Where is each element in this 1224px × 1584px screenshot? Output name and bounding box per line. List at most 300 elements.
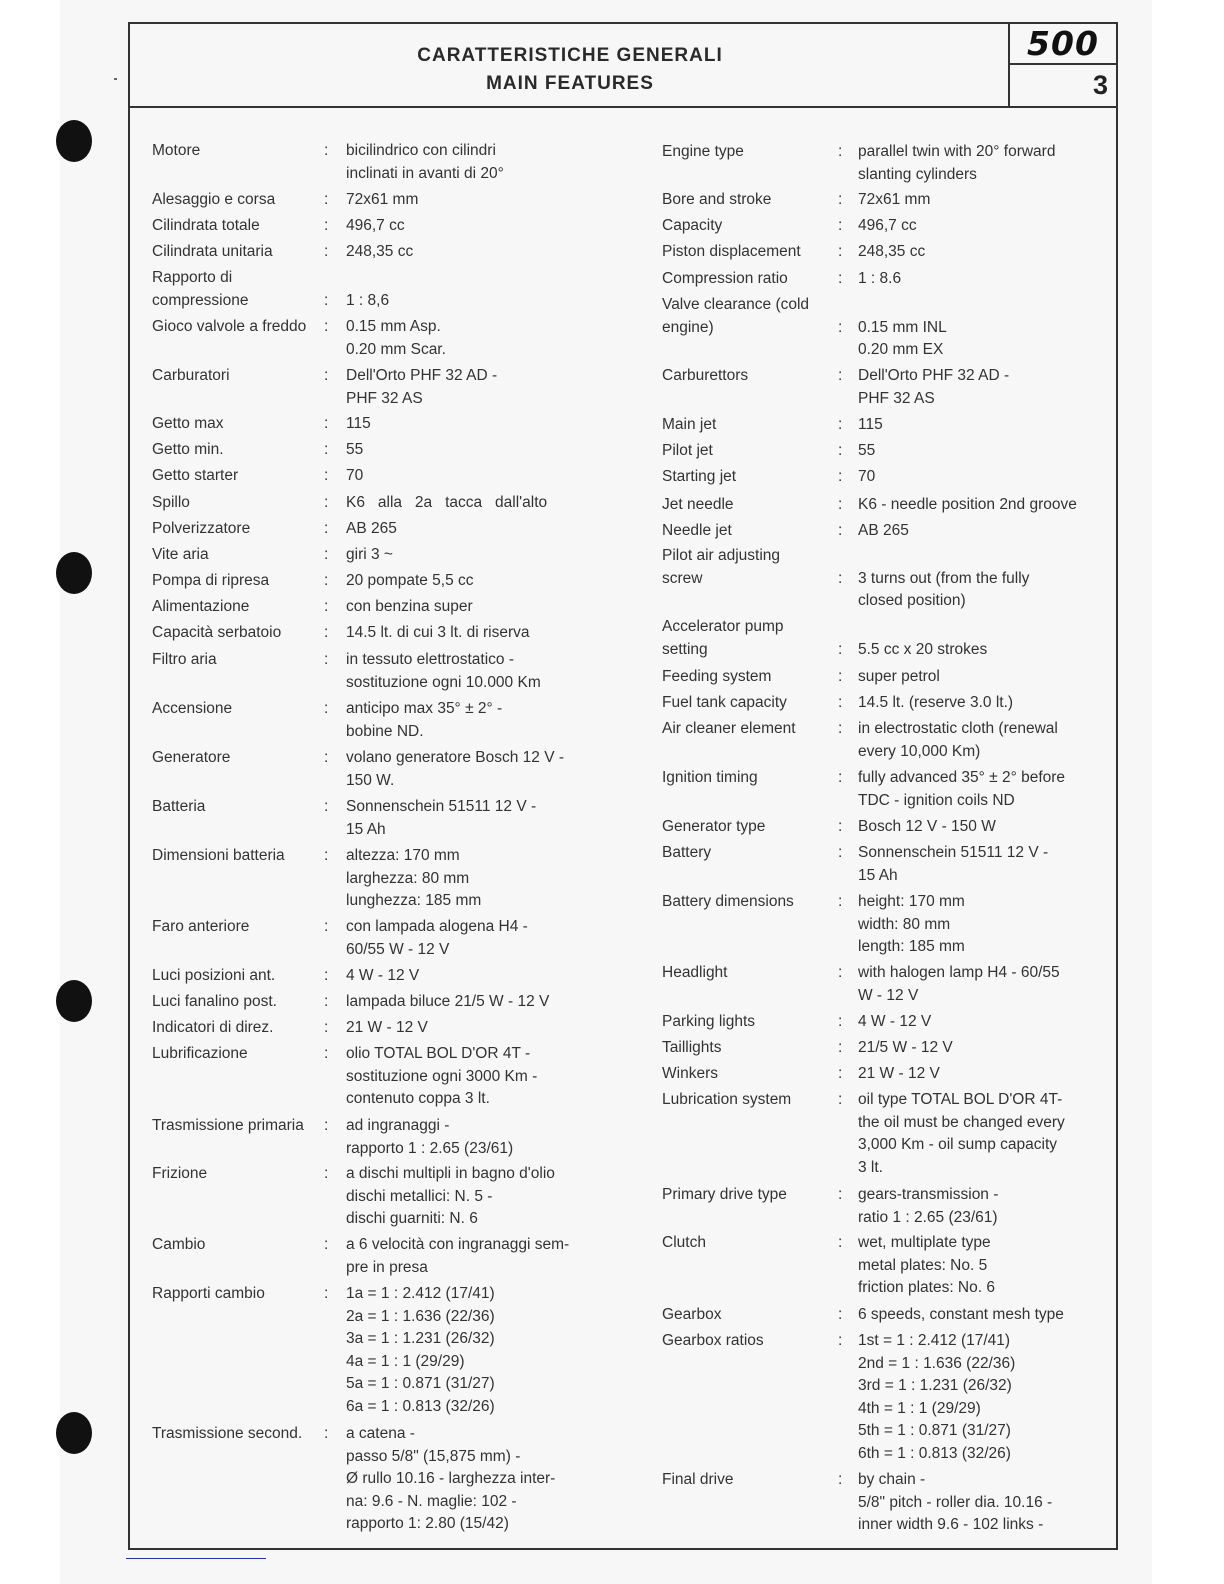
punch-hole bbox=[56, 980, 92, 1022]
spec-value-line: 496,7 cc bbox=[346, 217, 405, 234]
spec-value bbox=[858, 962, 1106, 1007]
spec-value-line: 1 : 8,6 bbox=[346, 291, 390, 309]
spec-value bbox=[858, 141, 1106, 186]
spec-label-line: Filtro aria bbox=[152, 651, 217, 668]
spec-value bbox=[858, 1063, 1106, 1086]
punch-hole bbox=[56, 120, 92, 162]
spec-value-line: passo 5/8" (15,875 mm) - bbox=[346, 1447, 521, 1465]
spec-value-line: ratio 1 : 2.65 (23/61) bbox=[858, 1208, 998, 1226]
spec-value bbox=[346, 1043, 596, 1111]
spec-value-line: Sonnenschein 51511 12 V - bbox=[858, 844, 1049, 861]
spec-value bbox=[858, 1330, 1106, 1465]
spec-value bbox=[346, 596, 596, 619]
spec-label bbox=[152, 1017, 332, 1040]
spec-label-line: Carburettors bbox=[662, 367, 749, 384]
spec-value-line: 1st = 1 : 2.412 (17/41) bbox=[858, 1332, 1011, 1349]
spec-value-line: 6 speeds, constant mesh type bbox=[858, 1306, 1064, 1323]
model-box bbox=[1008, 24, 1116, 106]
spec-colon: : bbox=[324, 520, 329, 537]
spec-value bbox=[346, 1283, 596, 1418]
spec-value bbox=[346, 1163, 596, 1231]
spec-value-line: bicilindrico con cilindri bbox=[346, 142, 496, 159]
spec-label-line: Vite aria bbox=[152, 546, 209, 563]
spec-label-line: Getto max bbox=[152, 415, 224, 432]
spec-label bbox=[152, 215, 332, 238]
spec-label bbox=[152, 316, 332, 339]
spec-label-line: Accelerator pump bbox=[662, 618, 784, 635]
spec-value-line: 14.5 lt. di cui 3 lt. di riserva bbox=[346, 624, 530, 641]
spec-label-line: Getto starter bbox=[152, 467, 239, 484]
spec-colon: : bbox=[838, 522, 843, 539]
spec-value bbox=[858, 414, 1106, 437]
spec-label-line: Capacità serbatoio bbox=[152, 624, 282, 641]
spec-colon: : bbox=[324, 598, 329, 615]
spec-label bbox=[152, 1115, 332, 1138]
spec-colon: : bbox=[838, 893, 843, 910]
spec-value-line: 72x61 mm bbox=[346, 191, 419, 208]
spec-label bbox=[152, 916, 332, 939]
spec-value-line: sostituzione ogni 10.000 Km bbox=[346, 673, 541, 691]
spec-value-line: 20 pompate 5,5 cc bbox=[346, 572, 474, 589]
spec-value bbox=[858, 317, 1106, 362]
spec-label bbox=[662, 520, 834, 543]
spec-value bbox=[858, 1469, 1106, 1537]
spec-label-line: Getto min. bbox=[152, 441, 224, 458]
spec-label-line: Bore and stroke bbox=[662, 191, 772, 208]
spec-label-line: Dimensioni batteria bbox=[152, 847, 285, 864]
spec-label bbox=[152, 518, 332, 541]
page-header bbox=[130, 24, 1116, 108]
spec-value-line: 6a = 1 : 0.813 (32/26) bbox=[346, 1397, 495, 1415]
spec-label-line: Jet needle bbox=[662, 496, 734, 513]
spec-colon: : bbox=[324, 993, 329, 1010]
spec-label-line: Final drive bbox=[662, 1471, 734, 1488]
spec-value bbox=[346, 1423, 596, 1536]
spec-value bbox=[858, 440, 1106, 463]
spec-label-line: Motore bbox=[152, 142, 201, 159]
spec-label bbox=[152, 796, 332, 819]
spec-label bbox=[152, 365, 332, 388]
spec-value-line: anticipo max 35° ± 2° - bbox=[346, 700, 503, 717]
spec-colon: : bbox=[324, 546, 329, 563]
spec-colon: : bbox=[838, 1332, 843, 1349]
spec-value bbox=[346, 492, 596, 515]
title-italian: CARATTERISTICHE GENERALI bbox=[417, 45, 723, 66]
spec-label bbox=[662, 215, 834, 238]
spec-value-line: K6 alla 2a tacca dall'alto bbox=[346, 494, 548, 511]
spec-value-line: con benzina super bbox=[346, 598, 473, 615]
spec-colon: : bbox=[838, 569, 843, 587]
spec-value-line: Dell'Orto PHF 32 AD - bbox=[858, 367, 1010, 384]
spec-label bbox=[662, 294, 834, 339]
spec-value-line: lunghezza: 185 mm bbox=[346, 892, 482, 909]
spec-value bbox=[346, 747, 596, 792]
spec-value-line: 70 bbox=[346, 467, 364, 484]
spec-label-line: Lubrificazione bbox=[152, 1045, 248, 1062]
spec-label bbox=[662, 962, 834, 985]
spec-value-line: 248,35 cc bbox=[858, 243, 926, 260]
spec-value-line: 0.15 mm Asp. bbox=[346, 318, 441, 335]
spec-value-line: volano generatore Bosch 12 V - bbox=[346, 749, 564, 766]
spec-value bbox=[858, 268, 1106, 291]
spec-label bbox=[662, 816, 834, 839]
spec-value-line: inner width 9.6 - 102 links - bbox=[858, 1516, 1044, 1533]
spec-colon: : bbox=[838, 844, 843, 861]
spec-label bbox=[662, 1304, 834, 1327]
spec-value-line: Bosch 12 V - 150 W bbox=[858, 818, 996, 835]
spec-value-line: 4 W - 12 V bbox=[346, 967, 420, 984]
spec-value bbox=[858, 568, 1106, 613]
spec-label bbox=[662, 1089, 834, 1112]
spec-label bbox=[152, 1234, 332, 1257]
spec-colon: : bbox=[838, 694, 843, 711]
spec-value-line: na: 9.6 - N. maglie: 102 - bbox=[346, 1492, 517, 1510]
spec-label-line: setting bbox=[662, 640, 708, 658]
spec-label-line: Winkers bbox=[662, 1065, 718, 1082]
spec-value bbox=[346, 439, 596, 462]
spec-label bbox=[152, 492, 332, 515]
spec-value bbox=[346, 845, 596, 913]
spec-colon: : bbox=[324, 291, 329, 309]
spec-colon: : bbox=[838, 964, 843, 981]
spec-colon: : bbox=[838, 1091, 843, 1108]
spec-colon: : bbox=[324, 798, 329, 815]
spec-value-line: TDC - ignition coils ND bbox=[858, 791, 1015, 809]
title-english: MAIN FEATURES bbox=[486, 73, 654, 94]
spec-value bbox=[858, 1011, 1106, 1034]
spec-value-line: 496,7 cc bbox=[858, 217, 917, 234]
spec-value bbox=[346, 290, 596, 313]
spec-label-line: Pilot jet bbox=[662, 442, 713, 459]
spec-label-line: Trasmissione second. bbox=[152, 1425, 303, 1442]
spec-label bbox=[662, 718, 834, 741]
spec-colon: : bbox=[324, 651, 329, 668]
spec-label bbox=[662, 616, 834, 661]
spec-label-line: Piston displacement bbox=[662, 243, 801, 260]
spec-value-line: 5.5 cc x 20 strokes bbox=[858, 640, 988, 658]
spec-label-line: Engine type bbox=[662, 143, 744, 160]
spec-value-line: PHF 32 AS bbox=[346, 389, 423, 407]
spec-value-line: Ø rullo 10.16 - larghezza inter- bbox=[346, 1470, 556, 1487]
spec-label bbox=[662, 767, 834, 790]
spec-value bbox=[858, 241, 1106, 264]
spec-value-line: 21 W - 12 V bbox=[346, 1019, 428, 1036]
spec-label bbox=[662, 545, 834, 590]
spec-label bbox=[662, 1011, 834, 1034]
spec-value-line: dischi guarniti: N. 6 bbox=[346, 1210, 478, 1227]
spec-value-line: every 10,000 Km) bbox=[858, 742, 981, 760]
spec-value bbox=[858, 666, 1106, 689]
spec-value-line: 5th = 1 : 0.871 (31/27) bbox=[858, 1422, 1011, 1439]
spec-colon: : bbox=[838, 1186, 843, 1203]
spec-label bbox=[152, 267, 332, 312]
spec-value bbox=[346, 189, 596, 212]
spec-label bbox=[662, 1037, 834, 1060]
spec-value bbox=[346, 413, 596, 436]
spec-colon: : bbox=[838, 217, 843, 234]
spec-label-line: Battery bbox=[662, 844, 712, 861]
spec-colon: : bbox=[324, 142, 329, 159]
spec-colon: : bbox=[838, 1306, 843, 1323]
spec-label bbox=[662, 365, 834, 388]
spec-value-line: W - 12 V bbox=[858, 986, 919, 1004]
spec-colon: : bbox=[324, 572, 329, 589]
spec-value-line: 1 : 8.6 bbox=[858, 270, 902, 287]
spec-value-line: wet, multiplate type bbox=[858, 1234, 991, 1251]
spec-label bbox=[662, 666, 834, 689]
spec-label bbox=[152, 1423, 332, 1446]
spec-label bbox=[662, 1232, 834, 1255]
spec-value bbox=[858, 1037, 1106, 1060]
spec-label-line: Batteria bbox=[152, 798, 206, 815]
spec-value-line: 72x61 mm bbox=[858, 191, 931, 208]
spec-value-line: oil type TOTAL BOL D'OR 4T- bbox=[858, 1091, 1063, 1108]
spec-value-line: 3,000 Km - oil sump capacity bbox=[858, 1136, 1058, 1153]
spec-value-line: fully advanced 35° ± 2° before bbox=[858, 769, 1066, 786]
spec-value-line: 3a = 1 : 1.231 (26/32) bbox=[346, 1330, 495, 1347]
spec-colon: : bbox=[324, 191, 329, 208]
spec-value bbox=[346, 698, 596, 743]
spec-label-line: Fuel tank capacity bbox=[662, 694, 787, 711]
spec-value-line: 5/8" pitch - roller dia. 10.16 - bbox=[858, 1493, 1053, 1511]
spec-label-line: Generator type bbox=[662, 818, 766, 835]
spec-colon: : bbox=[838, 442, 843, 459]
spec-label bbox=[662, 141, 834, 164]
spec-label-line: compressione bbox=[152, 291, 249, 309]
spec-value-line: Sonnenschein 51511 12 V - bbox=[346, 798, 537, 815]
spec-value-line: 3rd = 1 : 1.231 (26/32) bbox=[858, 1377, 1012, 1394]
spec-value-line: metal plates: No. 5 bbox=[858, 1256, 988, 1274]
spec-value-line: 0.20 mm EX bbox=[858, 341, 944, 358]
spec-value-line: 2a = 1 : 1.636 (22/36) bbox=[346, 1307, 495, 1325]
spec-value-line: pre in presa bbox=[346, 1258, 428, 1276]
spec-colon: : bbox=[324, 700, 329, 717]
spec-value bbox=[346, 241, 596, 264]
spec-value-line: in electrostatic cloth (renewal bbox=[858, 720, 1058, 737]
spec-value-line: a 6 velocità con ingranaggi sem- bbox=[346, 1236, 570, 1253]
spec-value-line: contenuto coppa 3 lt. bbox=[346, 1090, 490, 1107]
spec-colon: : bbox=[324, 1019, 329, 1036]
spec-label-line: Pompa di ripresa bbox=[152, 572, 270, 589]
spec-label-line: Rapporti cambio bbox=[152, 1285, 265, 1302]
spec-value bbox=[346, 1115, 596, 1160]
spec-colon: : bbox=[838, 496, 843, 513]
spec-value-line: 55 bbox=[346, 441, 364, 458]
spec-label bbox=[662, 241, 834, 264]
spec-value-line: 15 Ah bbox=[346, 820, 386, 838]
spec-label-line: Frizione bbox=[152, 1165, 208, 1182]
spec-value bbox=[346, 518, 596, 541]
spec-value-line: in tessuto elettrostatico - bbox=[346, 651, 514, 668]
spec-value bbox=[858, 718, 1106, 763]
spec-colon: : bbox=[838, 1471, 843, 1488]
spec-label bbox=[662, 440, 834, 463]
spec-label-line: Gioco valvole a freddo bbox=[152, 318, 307, 335]
punch-hole bbox=[56, 552, 92, 594]
spec-label-line: Headlight bbox=[662, 964, 728, 981]
spec-label bbox=[662, 1330, 834, 1353]
spec-value-line: 4a = 1 : 1 (29/29) bbox=[346, 1352, 465, 1370]
spec-colon: : bbox=[838, 640, 843, 658]
spec-label-line: Cambio bbox=[152, 1236, 206, 1253]
spec-value-line: 15 Ah bbox=[858, 866, 898, 884]
spec-value-line: width: 80 mm bbox=[858, 915, 951, 933]
spec-label-line: Gearbox ratios bbox=[662, 1332, 764, 1349]
spec-label bbox=[152, 241, 332, 264]
spec-colon: : bbox=[324, 367, 329, 384]
spec-label bbox=[152, 544, 332, 567]
spec-colon: : bbox=[324, 441, 329, 458]
spec-value bbox=[346, 622, 596, 645]
spec-label-line: Cilindrata unitaria bbox=[152, 243, 273, 260]
spec-label-line: Primary drive type bbox=[662, 1186, 787, 1203]
spec-colon: : bbox=[838, 818, 843, 835]
spec-value bbox=[858, 520, 1106, 543]
spec-value-line: 14.5 lt. (reserve 3.0 lt.) bbox=[858, 694, 1014, 711]
spec-value bbox=[858, 1184, 1106, 1229]
spec-value-line: larghezza: 80 mm bbox=[346, 869, 470, 887]
spec-colon: : bbox=[324, 1285, 329, 1302]
spec-colon: : bbox=[838, 769, 843, 786]
spec-value-line: a catena - bbox=[346, 1425, 415, 1442]
spec-label-line: Indicatori di direz. bbox=[152, 1019, 274, 1036]
spec-label-line: Air cleaner element bbox=[662, 720, 796, 737]
spec-colon: : bbox=[838, 416, 843, 433]
spec-label-line: Luci fanalino post. bbox=[152, 993, 277, 1010]
page-title bbox=[130, 42, 1010, 98]
spec-value-line: with halogen lamp H4 - 60/55 bbox=[858, 964, 1060, 981]
spec-colon: : bbox=[324, 1165, 329, 1182]
model-logo: 500 bbox=[1010, 24, 1116, 65]
spec-value-line: giri 3 ~ bbox=[346, 546, 393, 563]
spec-value-line: inclinati in avanti di 20° bbox=[346, 164, 504, 182]
spec-colon: : bbox=[324, 624, 329, 641]
spec-value-line: 4 W - 12 V bbox=[858, 1013, 932, 1030]
spec-value-line: 115 bbox=[346, 415, 371, 432]
spec-value-line: friction plates: No. 6 bbox=[858, 1279, 995, 1296]
spec-label bbox=[152, 1283, 332, 1306]
spec-value-line: 3 turns out (from the fully bbox=[858, 569, 1030, 587]
spec-value-line: lampada biluce 21/5 W - 12 V bbox=[346, 993, 550, 1010]
spec-label-line: Pilot air adjusting bbox=[662, 547, 781, 564]
spec-label-line: Feeding system bbox=[662, 668, 772, 685]
spec-colon: : bbox=[324, 1117, 329, 1134]
spec-value-line: dischi metallici: N. 5 - bbox=[346, 1187, 493, 1205]
spec-label bbox=[662, 1063, 834, 1086]
spec-colon: : bbox=[324, 1425, 329, 1442]
spec-value bbox=[858, 767, 1106, 812]
spec-label bbox=[152, 465, 332, 488]
spec-value-line: AB 265 bbox=[346, 520, 397, 537]
spec-label bbox=[152, 570, 332, 593]
spec-value-line: 55 bbox=[858, 442, 876, 459]
spec-label bbox=[152, 140, 332, 163]
spec-value-line: K6 - needle position 2nd groove bbox=[858, 496, 1077, 513]
spec-value bbox=[346, 991, 596, 1014]
spec-label bbox=[152, 1043, 332, 1066]
spec-colon: : bbox=[324, 1045, 329, 1062]
spec-value bbox=[346, 365, 596, 410]
spec-value-line: height: 170 mm bbox=[858, 893, 965, 910]
spec-value-line: ad ingranaggi - bbox=[346, 1117, 450, 1134]
spec-colon: : bbox=[324, 1236, 329, 1253]
spec-label-line: Valve clearance (cold bbox=[662, 296, 810, 313]
spec-value-line: altezza: 170 mm bbox=[346, 847, 460, 864]
spec-label-line: Alesaggio e corsa bbox=[152, 191, 276, 208]
spec-value bbox=[858, 365, 1106, 410]
spec-colon: : bbox=[324, 918, 329, 935]
spec-label-line: Main jet bbox=[662, 416, 717, 433]
spec-colon: : bbox=[838, 318, 843, 336]
spec-value-line: PHF 32 AS bbox=[858, 389, 935, 407]
spec-value-line: 70 bbox=[858, 468, 876, 485]
spec-value bbox=[346, 649, 596, 694]
spec-label-line: Luci posizioni ant. bbox=[152, 967, 276, 984]
spec-colon: : bbox=[838, 720, 843, 737]
spec-value-line: slanting cylinders bbox=[858, 165, 977, 183]
spec-label-line: Capacity bbox=[662, 217, 723, 234]
spec-value bbox=[858, 215, 1106, 238]
spec-label-line: Faro anteriore bbox=[152, 918, 250, 935]
spec-colon: : bbox=[324, 415, 329, 432]
page-number: 3 bbox=[1092, 70, 1108, 100]
spec-value bbox=[346, 316, 596, 361]
spec-label bbox=[662, 494, 834, 517]
spec-label bbox=[152, 596, 332, 619]
spec-value bbox=[858, 494, 1106, 517]
spec-value-line: 3 lt. bbox=[858, 1158, 883, 1176]
spec-value-line: 21 W - 12 V bbox=[858, 1065, 940, 1082]
spec-label-line: Polverizzatore bbox=[152, 520, 251, 537]
spec-label-line: Trasmissione primaria bbox=[152, 1117, 304, 1134]
spec-label-line: Starting jet bbox=[662, 468, 737, 485]
spec-label bbox=[662, 414, 834, 437]
spec-value-line: 150 W. bbox=[346, 771, 395, 789]
spec-colon: : bbox=[838, 1065, 843, 1082]
spec-label bbox=[152, 747, 332, 770]
spec-value-line: 1a = 1 : 2.412 (17/41) bbox=[346, 1285, 495, 1302]
spec-label-line: Gearbox bbox=[662, 1306, 722, 1323]
spec-colon: : bbox=[838, 668, 843, 685]
spec-label bbox=[152, 413, 332, 436]
spec-colon: : bbox=[324, 847, 329, 864]
spec-label-line: Clutch bbox=[662, 1234, 706, 1251]
spec-colon: : bbox=[324, 243, 329, 260]
spec-label bbox=[152, 845, 332, 868]
spec-value-line: 248,35 cc bbox=[346, 243, 414, 260]
spec-value-line: the oil must be changed every bbox=[858, 1113, 1065, 1131]
spec-label bbox=[152, 189, 332, 212]
spec-label-line: Parking lights bbox=[662, 1013, 756, 1030]
spec-label-line: Ignition timing bbox=[662, 769, 758, 786]
spec-label bbox=[152, 698, 332, 721]
spec-value-line: con lampada alogena H4 - bbox=[346, 918, 528, 935]
spec-value-line: parallel twin with 20° forward bbox=[858, 143, 1056, 160]
spec-label-line: Battery dimensions bbox=[662, 893, 794, 910]
spec-value bbox=[858, 466, 1106, 489]
spec-value bbox=[346, 570, 596, 593]
spec-value bbox=[858, 189, 1106, 212]
punch-hole bbox=[56, 1412, 92, 1454]
spec-value bbox=[346, 796, 596, 841]
spec-value bbox=[858, 1089, 1106, 1179]
spec-colon: : bbox=[838, 191, 843, 208]
spec-label bbox=[662, 692, 834, 715]
spec-label-line: Compression ratio bbox=[662, 270, 788, 287]
spec-value bbox=[346, 544, 596, 567]
spec-label-line: Cilindrata totale bbox=[152, 217, 260, 234]
spec-value-line: 6th = 1 : 0.813 (32/26) bbox=[858, 1444, 1011, 1462]
